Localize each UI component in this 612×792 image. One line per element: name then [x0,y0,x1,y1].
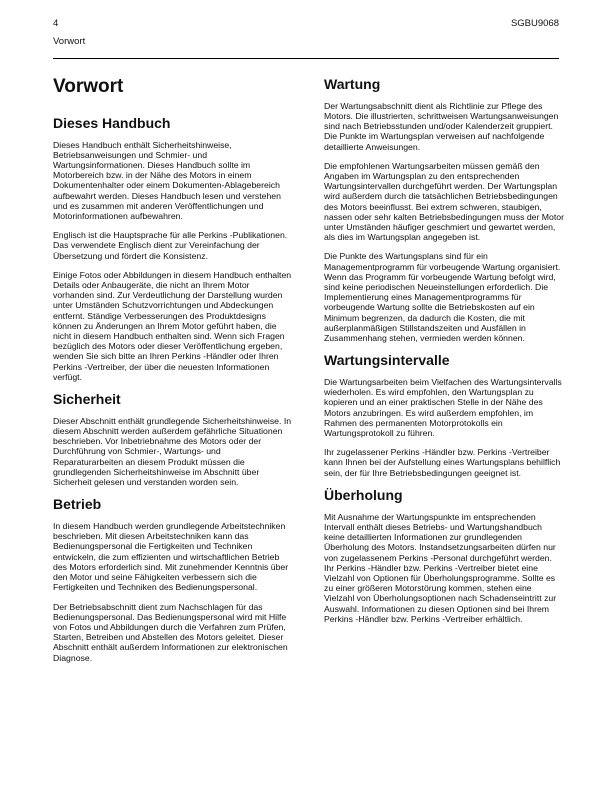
right-column [324,76,564,633]
paragraph: Dieser Abschnitt enthält grundlegende Sicherheitshinweise. In diesem Abschnitt werden außerdem gefährliche Situationen beschrieben. Vor Inbetriebnahme des Motors oder der Durchführung von Schmier-, Wartungs- und Reparaturarbeiten an diesem Produkt müssen die grundlegenden Sicherheitshinweise im Abschnitt über Sicherheit gelesen und verstanden worden sein. [53,415,292,488]
section-wartung [324,76,564,343]
page-number: 4 [53,18,59,29]
paragraph: Mit Ausnahme der Wartungspunkte im entsprechenden Intervall enthält dieses Betriebs- und Wartungshandbuch keine detaillierten Informationen zur grundlegenden Überholung des Motors. Instandsetzungsarbeiten dürfen nur von zugelassenem Perkins -Personal durchgeführt werden. Ihr Perkins -Händler bzw. Perkins -Vertreiber bietet eine Vielzahl von Optionen für Überholungsprogramme. Sollte es zu einer größeren Motorstörung kommen, stehen eine Vielzahl von Überholungsoptionen nach Schadenseintritt zur Auswahl. Informationen zu diesen Optionen sind bei Ihrem Perkins -Händler bzw. Perkins -Vertreiber erhältlich. [324,511,557,624]
section-heading: Wartungsintervalle [324,352,450,369]
section-heading: Dieses Handbuch [53,114,171,131]
header-divider [53,58,559,59]
page-title: Vorwort [53,76,124,97]
section-heading: Sicherheit [53,391,121,408]
paragraph: Die Punkte des Wartungsplans sind für ein Managementprogramm für vorbeugende Wartung organisiert. Wenn das Programm für vorbeugende Wartung befolgt wird, sind keine periodischen Neueinstellungen erforderlich. Die Implementierung eines Managementprogramms für vorbeugende Wartung sollte die Betriebskosten auf ein Minimum begrenzen, da dadurch die Kosten, die mit außerplanmäßigen Stillstandszeiten und Ausfällen in Zusammenhang stehen, vermieden werden können. [324,251,561,344]
paragraph: Der Betriebsabschnitt dient zum Nachschlagen für das Bedienungspersonal. Das Bedienungspersonal wird mit Hilfe von Fotos und Abbildungen durch die Verfahren zum Prüfen, Starten, Betreiben und Abstellen des Motors geleitet. Dieser Abschnitt enthält außerdem Informationen zur elektronischen Diagnose. [53,601,288,663]
section-ueberholung [324,487,564,624]
paragraph: Ihr zugelassener Perkins -Händler bzw. Perkins -Vertreiber kann Ihnen bei der Aufstellung eines Wartungsplans behilflich sein, der für Ihre Betriebsbedingungen geeignet ist. [324,447,561,478]
paragraph: Dieses Handbuch enthält Sicherheitshinweise, Betriebsanweisungen und Schmier- und Wartungsinformationen. Dieses Handbuch sollte im Motorbereich bzw. in der Nähe des Motors in einem Dokumentenhalter oder einem Dokumenten-Ablagebereich aufbewahrt werden. Dieses Handbuch lesen und verstehen und es zusammen mit anderen Veröffentlichungen und Motorinformationen aufbewahren. [53,139,281,222]
section-betrieb [53,496,293,662]
section-sicherheit [53,391,293,487]
paragraph: Die Wartungsarbeiten beim Vielfachen des Wartungsintervalls wiederholen. Es wird empfohlen, den Wartungsplan zu kopieren und an einer praktischen Stelle in der Nähe des Motors anzubringen. Es wird außerdem empfohlen, im Rahmen des permanenten Motorprotokolls ein Wartungsprotokoll zu führen. [324,377,562,439]
document-code: SGBU9068 [510,18,559,29]
paragraph: In diesem Handbuch werden grundlegende Arbeitstechniken beschrieben. Mit diesen Arbeitstechniken kann das Bedienungspersonal die Fertigkeiten und Techniken entwickeln, die zum effizienten und wirtschaftlichen Betrieb des Motors erforderlich sind. Mit zunehmender Kenntnis über den Motor und seine Fähigkeiten verbessern sich die Fertigkeiten und Techniken des Bedienungspersonal. [53,521,289,593]
paragraph: Der Wartungsabschnitt dient als Richtlinie zur Pflege des Motors. Die illustrierten, schrittweisen Wartungsanweisungen sind nach Betriebsstunden und/oder Kalenderzeit gruppiert. Die Punkte im Wartungsplan verweisen auf nachfolgende detaillierte Anweisungen. [324,100,559,152]
section-heading: Betrieb [53,496,102,513]
section-wartungsintervalle [324,352,564,478]
section-heading: Überholung [324,486,403,503]
left-column [53,76,293,672]
section-dieses-handbuch [53,115,293,382]
paragraph: Englisch ist die Hauptsprache für alle Perkins -Publikationen. Das verwendete Englisch dient zur Vereinfachung der Übersetzung und fördert die Konsistenz. [53,230,288,261]
paragraph: Die empfohlenen Wartungsarbeiten müssen gemäß den Angaben im Wartungsplan zu den entsprechenden Wartungsintervallen durchgeführt werden. Der Wartungsplan wird außerdem durch die tatsächlichen Betriebsbedingungen des Motors beeinflusst. Bei extrem schweren, staubigen, nassen oder sehr kalten Betriebsbedingungen muss der Motor unter Umständen häufiger geschmiert und gewartet werden, als dies im Wartungsplan angegeben ist. [324,160,565,243]
page-header [53,18,559,60]
paragraph: Einige Fotos oder Abbildungen in diesem Handbuch enthalten Details oder Anbaugeräte, die nicht an Ihrem Motor vorhanden sind. Zur Verdeutlichung der Darstellung wurden unter Umständen Schutzvorrichtungen und Abdeckungen entfernt. Ständige Verbesserungen des Produktdesigns können zu Änderungen an Ihrem Motor geführt haben, die nicht in diesem Handbuch enthalten sind. Wenn sich Fragen bezüglich des Motors oder dieser Veröffentlichung ergeben, wenden Sie sich bitte an Ihren Perkins -Händler oder Ihren Perkins -Vertreiber, der über die neuesten Informationen verfügt. [53,269,292,382]
section-heading: Wartung [324,76,381,92]
running-section-title: Vorwort [53,36,86,47]
